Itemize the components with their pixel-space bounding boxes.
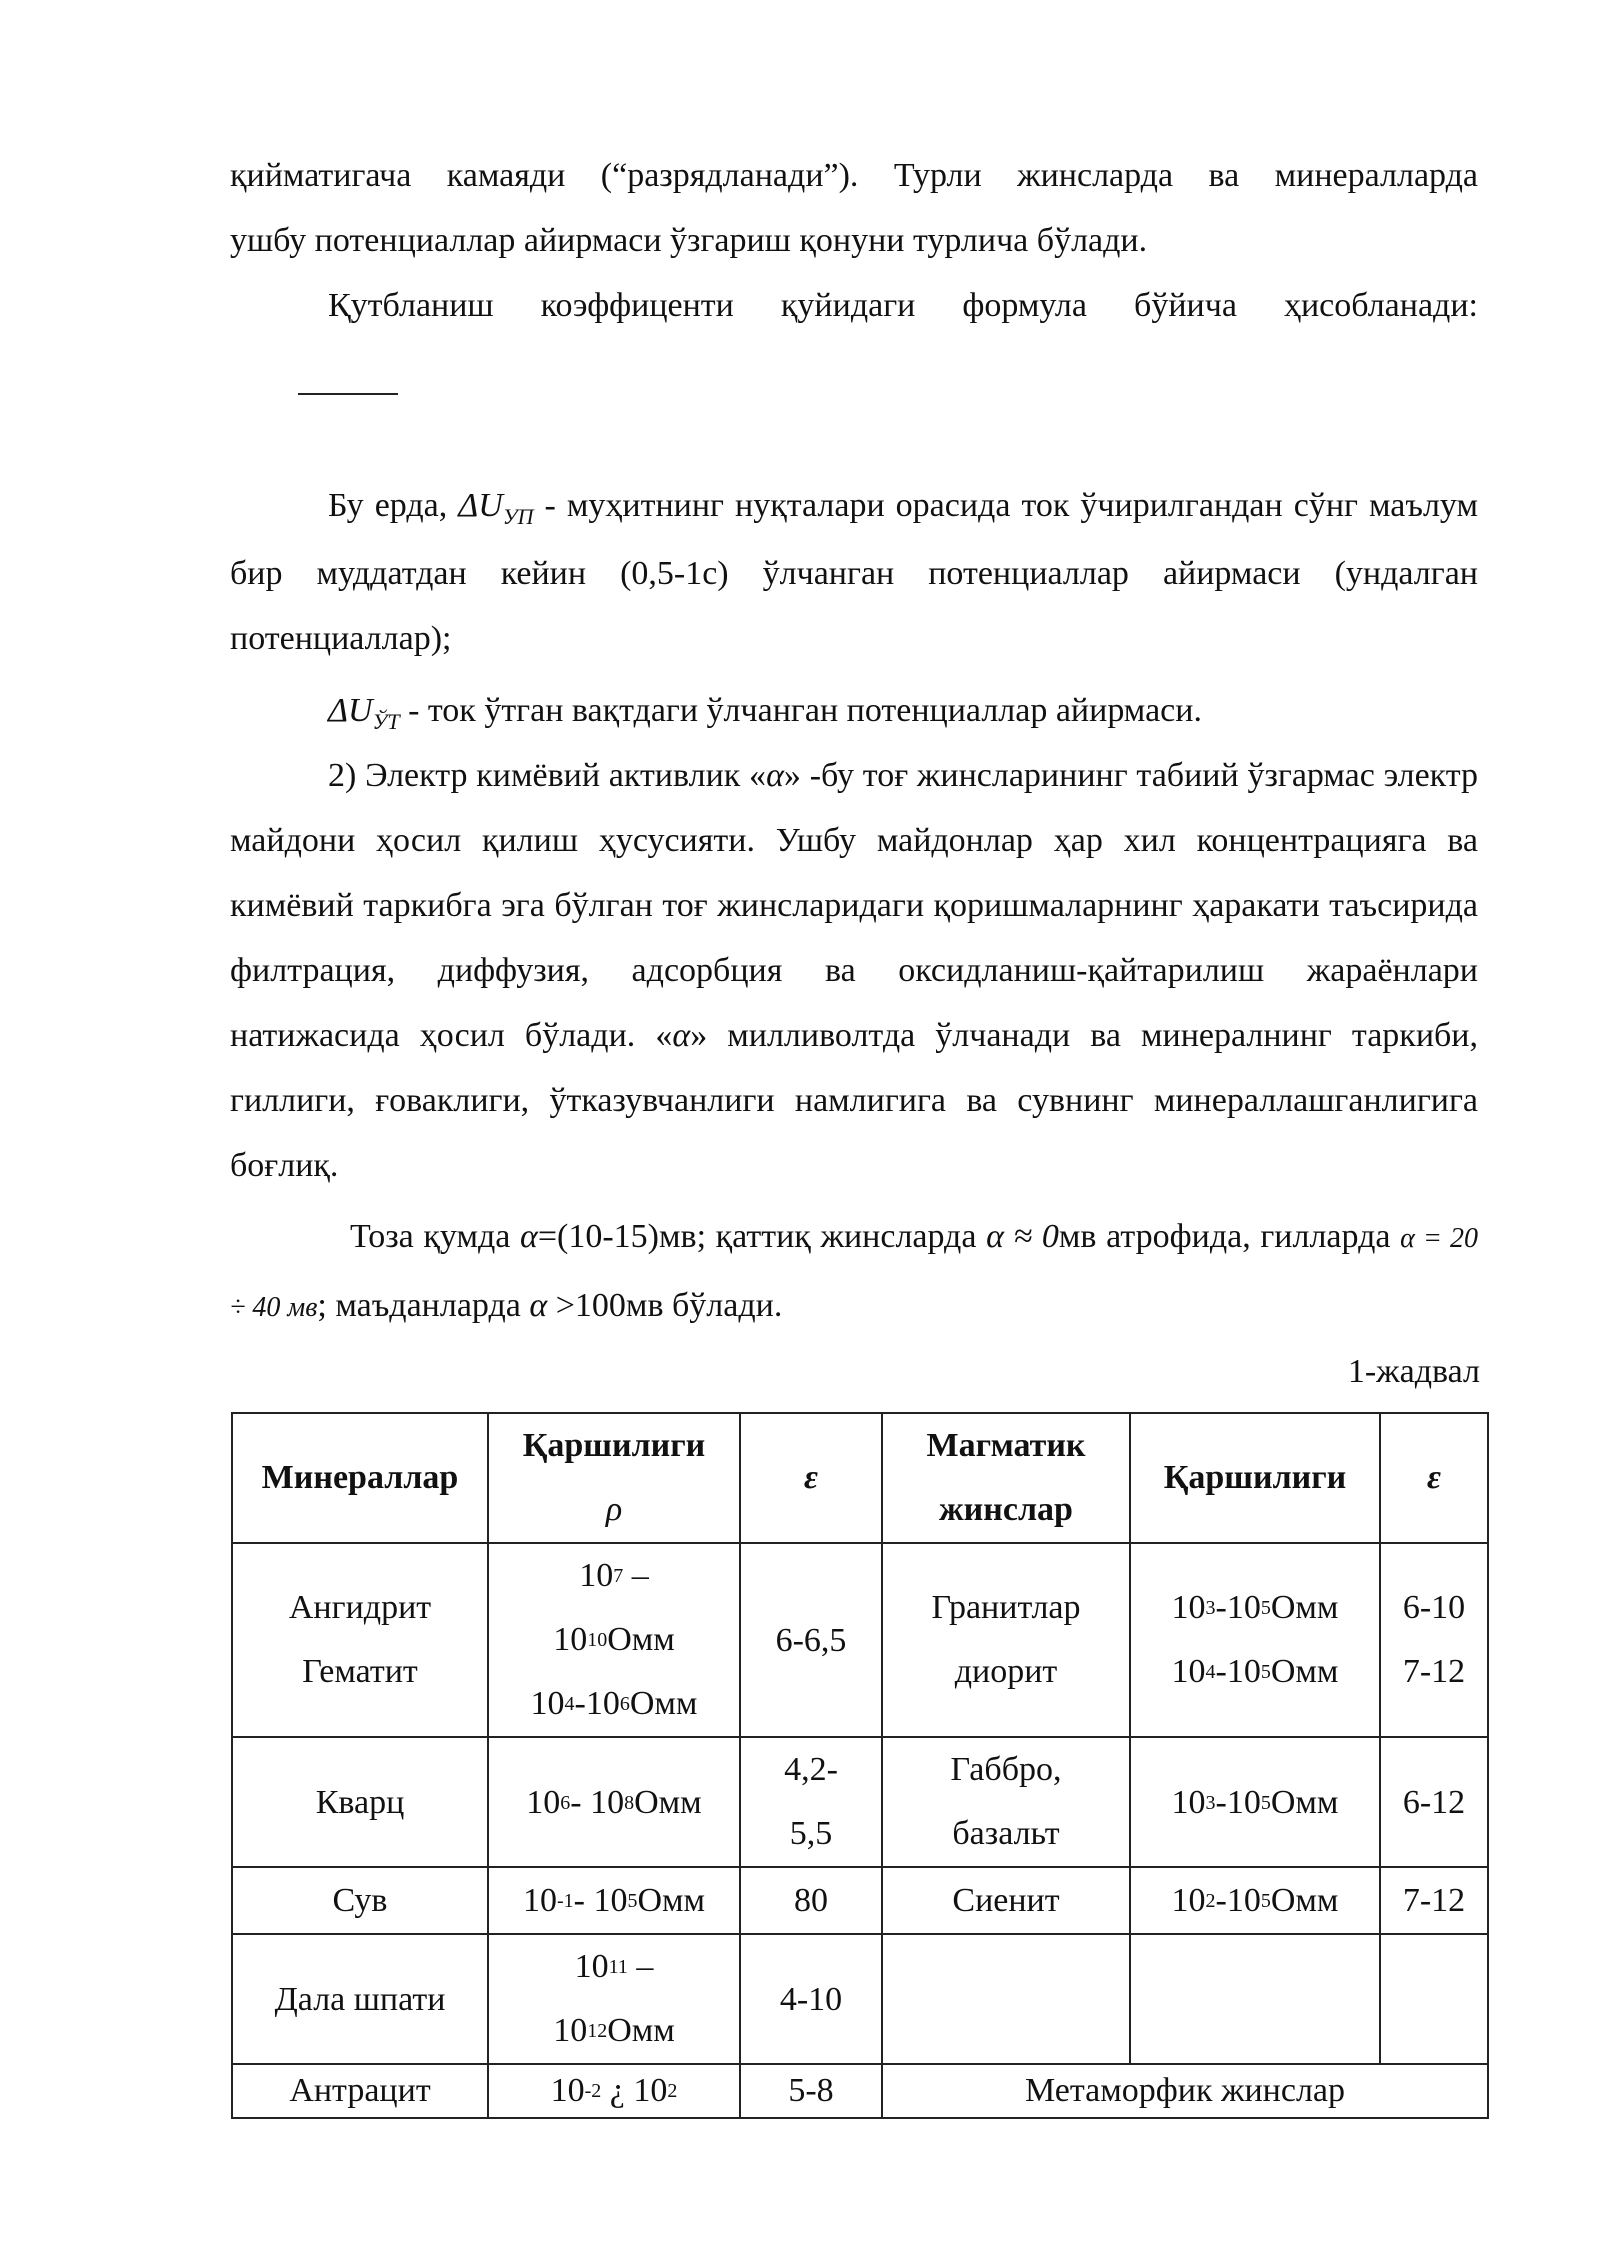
mineral-hematite: Гематит (302, 1653, 418, 1690)
rock-granite: Гранитлар (931, 1589, 1081, 1626)
cell-epsilon (740, 1737, 882, 1867)
cell-resistance (488, 1543, 740, 1737)
rock-gabbro: Габбро, (950, 1751, 1062, 1788)
paragraph-6-tail: » милливолтда ўлчанади ва минералнинг таркиби, гиллиги, ғоваклиги, ўтказувчанлиги намлигига ва сувнинг минераллашганлигига боғлиқ. (230, 1017, 1479, 1184)
cell-rock (882, 1543, 1130, 1737)
cell-rock-resistance: $10^3-10^5Омм$ (1130, 1737, 1380, 1867)
table-header-row (232, 1413, 1488, 1543)
cell-mineral: Дала шпати (232, 1934, 488, 2064)
paragraph-5-text: - ток ўтган вақтдаги ўлчанган потенциаллар айирмаси. (399, 692, 1202, 729)
paragraph-4-lead: Бу ерда, (328, 487, 448, 524)
delta-u-subscript: УП (502, 504, 534, 529)
epsilon-line-1: 4,2- (784, 1751, 838, 1788)
resistance-line-1: $10^{11}$ – (574, 1948, 654, 1985)
metamorphic-rocks-header: Метаморфик жинслар (882, 2064, 1488, 2118)
paragraph-2-text: ушбу потенциаллар айирмаси ўзгариш қонуни турлича бўлади. (230, 222, 1148, 259)
paragraph-2 (230, 208, 1478, 273)
header-resistance-2: Қаршилиги (1130, 1413, 1380, 1543)
cell-epsilon: 6-6,5 (740, 1543, 882, 1737)
rock-basalt: базальт (952, 1815, 1060, 1852)
rock-epsilon-2: 7-12 (1402, 1653, 1466, 1690)
cell-empty (1130, 1934, 1380, 2064)
cell-empty (1380, 1934, 1488, 2064)
cell-epsilon: 4-10 (740, 1934, 882, 2064)
mineral-anhydrite: Ангидрит (288, 1589, 432, 1626)
table-row (232, 2064, 1488, 2118)
delta-u-symbol: ΔU (458, 487, 503, 524)
resistance-line-2: $10^{10}Омм$ (553, 1621, 675, 1658)
header-resistance-label: Қаршилиги (522, 1427, 706, 1464)
cell-rock-epsilon (1380, 1543, 1488, 1737)
paragraph-6-lead: 2) Электр кимёвий активлик « (328, 757, 767, 794)
cell-rock (882, 1737, 1130, 1867)
epsilon-line-2: 5,5 (789, 1815, 833, 1852)
paragraph-6 (230, 743, 1478, 1198)
properties-table (231, 1412, 1489, 2119)
table-row (232, 1934, 1488, 2064)
rho-symbol: ρ (605, 1491, 623, 1528)
paragraph-5 (230, 678, 1478, 746)
alpha-clay-range: α = 20 ÷ 40 мв (230, 1223, 1478, 1323)
cell-rock-epsilon: 6-12 (1380, 1737, 1488, 1867)
table-row (232, 1867, 1488, 1934)
formula-fraction-line (298, 393, 398, 395)
header-minerals: Минераллар (232, 1413, 488, 1543)
alpha-symbol-3: α (520, 1218, 538, 1255)
cell-mineral: Антрацит (232, 2064, 488, 2118)
paragraph-1 (230, 143, 1478, 208)
resistance-line-3: $10^4-10^6Омм$ (530, 1685, 698, 1722)
paragraph-3-text: Қутбланиш коэффиценти қуйидаги формула бўйича ҳисобланади: (328, 287, 1478, 324)
header-epsilon-2: ε (1380, 1413, 1488, 1543)
table-caption: 1-жадвал (1347, 1353, 1480, 1390)
rock-diorite: диорит (954, 1653, 1058, 1690)
delta-u-t-subscript: ЎТ (372, 709, 400, 734)
cell-rock-resistance (1130, 1543, 1380, 1737)
header-resistance-rho (488, 1413, 740, 1543)
alpha-symbol-2: α (672, 1017, 691, 1054)
rock-epsilon-1: 6-10 (1402, 1589, 1466, 1626)
paragraph-3 (230, 273, 1478, 338)
table-row (232, 1737, 1488, 1867)
cell-mineral: Сув (232, 1867, 488, 1934)
resistance-line-1: $10^7$ – (579, 1557, 649, 1594)
cell-resistance (488, 1934, 740, 2064)
paragraph-7 (230, 1203, 1478, 1341)
cell-epsilon: 80 (740, 1867, 882, 1934)
header-epsilon-1: ε (740, 1413, 882, 1543)
rock-resistance-line-1: $10^3-10^5Омм$ (1171, 1589, 1339, 1626)
resistance-line-2: $10^{12}Омм$ (553, 2012, 675, 2049)
cell-empty (882, 1934, 1130, 2064)
header-magmatic-line-2: жинслар (939, 1491, 1073, 1528)
table-row (232, 1543, 1488, 1737)
paragraph-6-text: » -бу тоғ жинсларининг табиий ўзгармас электр майдони ҳосил қилиш ҳусусияти. Ушбу майдонлар ҳар хил концентрацияга ва кимёвий таркибга эга бўлган тоғ жинсларидаги қоришмаларнинг ҳаракати таъсирида филтрация, диффузия, адсорбция ва оксидланиш-қайтарилиш жараёнлари натижасида ҳосил бўлади. « (230, 757, 1478, 1054)
cell-resistance: $10^{-1}-$ $10^5Омм$ (488, 1867, 740, 1934)
paragraph-4 (230, 473, 1478, 671)
cell-epsilon: 5-8 (740, 2064, 882, 2118)
paragraph-7-text-3: ; маъданларда (317, 1287, 530, 1324)
cell-resistance: $10^{-2}$ ¿ $10^2$ (488, 2064, 740, 2118)
paragraph-7-text-4: >100мв бўлади. (547, 1287, 783, 1324)
cell-rock-epsilon: 7-12 (1380, 1867, 1488, 1934)
cell-resistance: $10^6-$ $10^8Омм$ (488, 1737, 740, 1867)
header-magmatic-rocks (882, 1413, 1130, 1543)
cell-mineral: Кварц (232, 1737, 488, 1867)
paragraph-7-text-2: мв атрофида, гилларда (1058, 1218, 1401, 1255)
alpha-symbol-4: α (529, 1287, 548, 1324)
paragraph-7-text-1: =(10-15)мв; қаттиқ жинсларда (537, 1218, 987, 1255)
header-magmatic-line-1: Магматик (926, 1427, 1086, 1464)
cell-mineral (232, 1543, 488, 1737)
rock-resistance-line-2: $10^4-10^5Омм$ (1171, 1653, 1339, 1690)
paragraph-7-lead: Тоза қумда (350, 1218, 520, 1255)
paragraph-4-text: - муҳитнинг нуқталари орасида ток ўчирилгандан сўнг маълум бир муддатдан кейин (0,5-1с) ўлчанган потенциаллар айирмаси (ундалган потенциаллар); (230, 487, 1478, 657)
alpha-approx-zero: α ≈ 0 (986, 1218, 1059, 1255)
delta-u-t-symbol: ΔU (328, 692, 373, 729)
alpha-symbol: α (766, 757, 784, 794)
paragraph-1-text: қийматигача камаяди (“разрядланади”). Турли жинсларда ва минералларда (230, 157, 1478, 194)
cell-rock-resistance: $10^2-10^5Омм$ (1130, 1867, 1380, 1934)
cell-rock: Сиенит (882, 1867, 1130, 1934)
